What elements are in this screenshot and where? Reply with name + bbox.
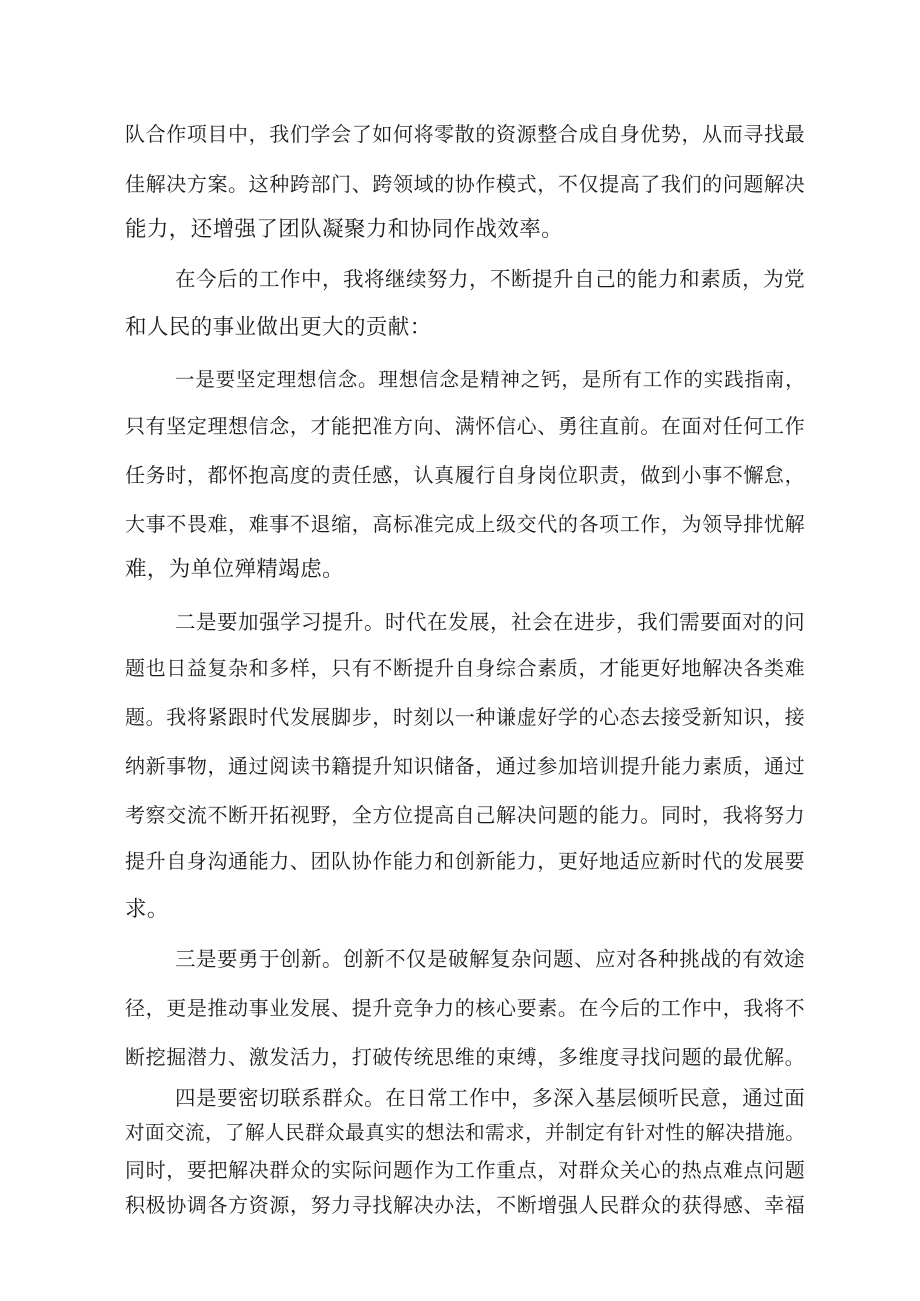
text-line: 能力，还增强了团队凝聚力和协同作战效率。 bbox=[125, 217, 564, 242]
text-line: 考察交流不断开拓视野，全方位提高自己解决问题的能力。同时，我将努力 bbox=[125, 803, 805, 827]
text-line: 题。我将紧跟时代发展脚步，时刻以一种谦虚好学的心态去接受新知识，接 bbox=[125, 705, 805, 729]
text-line: 积极协调各方资源，努力寻找解决办法，不断增强人民群众的获得感、幸福 bbox=[125, 1193, 805, 1217]
text-line: 只有坚定理想信念，才能把准方向、满怀信心、勇往直前。在面对任何工作 bbox=[125, 414, 805, 438]
text-line: 队合作项目中，我们学会了如何将零散的资源整合成自身优势，从而寻找最 bbox=[125, 122, 805, 146]
text-line: 难，为单位殚精竭虑。 bbox=[125, 557, 345, 582]
text-line: 径，更是推动事业发展、提升竞争力的核心要素。在今后的工作中，我将不 bbox=[125, 996, 805, 1020]
paragraph-first-line: 一是要坚定理想信念。理想信念是精神之钙，是所有工作的实践指南， bbox=[175, 368, 805, 391]
paragraph-first-line: 三是要勇于创新。创新不仅是破解复杂问题、应对各种挑战的有效途 bbox=[175, 947, 805, 971]
paragraph-first-line: 四是要密切联系群众。在日常工作中，多深入基层倾听民意，通过面 bbox=[175, 1086, 805, 1110]
text-line: 纳新事物，通过阅读书籍提升知识储备，通过参加培训提升能力素质，通过 bbox=[125, 754, 805, 778]
text-line: 求。 bbox=[125, 897, 169, 922]
text-line: 断挖掘潜力、激发活力，打破传统思维的束缚，多维度寻找问题的最优解。 bbox=[125, 1045, 805, 1069]
text-line: 提升自身沟通能力、团队协作能力和创新能力，更好地适应新时代的发展要 bbox=[125, 849, 805, 873]
text-line: 和人民的事业做出更大的贡献： bbox=[125, 315, 432, 340]
text-line: 大事不畏难，难事不退缩，高标准完成上级交代的各项工作，为领导排忧解 bbox=[125, 512, 805, 536]
text-line: 任务时，都怀抱高度的责任感，认真履行自身岗位职责，做到小事不懈怠， bbox=[125, 463, 805, 487]
text-line: 佳解决方案。这种跨部门、跨领域的协作模式，不仅提高了我们的问题解决 bbox=[125, 172, 805, 196]
paragraph-first-line: 二是要加强学习提升。时代在发展，社会在进步，我们需要面对的问 bbox=[175, 610, 805, 634]
text-line: 题也日益复杂和多样，只有不断提升自身综合素质，才能更好地解决各类难 bbox=[125, 656, 805, 680]
paragraph-first-line: 在今后的工作中，我将继续努力，不断提升自己的能力和素质，为党 bbox=[175, 267, 805, 291]
text-line: 对面交流，了解人民群众最真实的想法和需求，并制定有针对性的解决措施。 bbox=[125, 1121, 805, 1144]
text-line: 同时，要把解决群众的实际问题作为工作重点，对群众关心的热点难点问题 bbox=[125, 1158, 805, 1182]
